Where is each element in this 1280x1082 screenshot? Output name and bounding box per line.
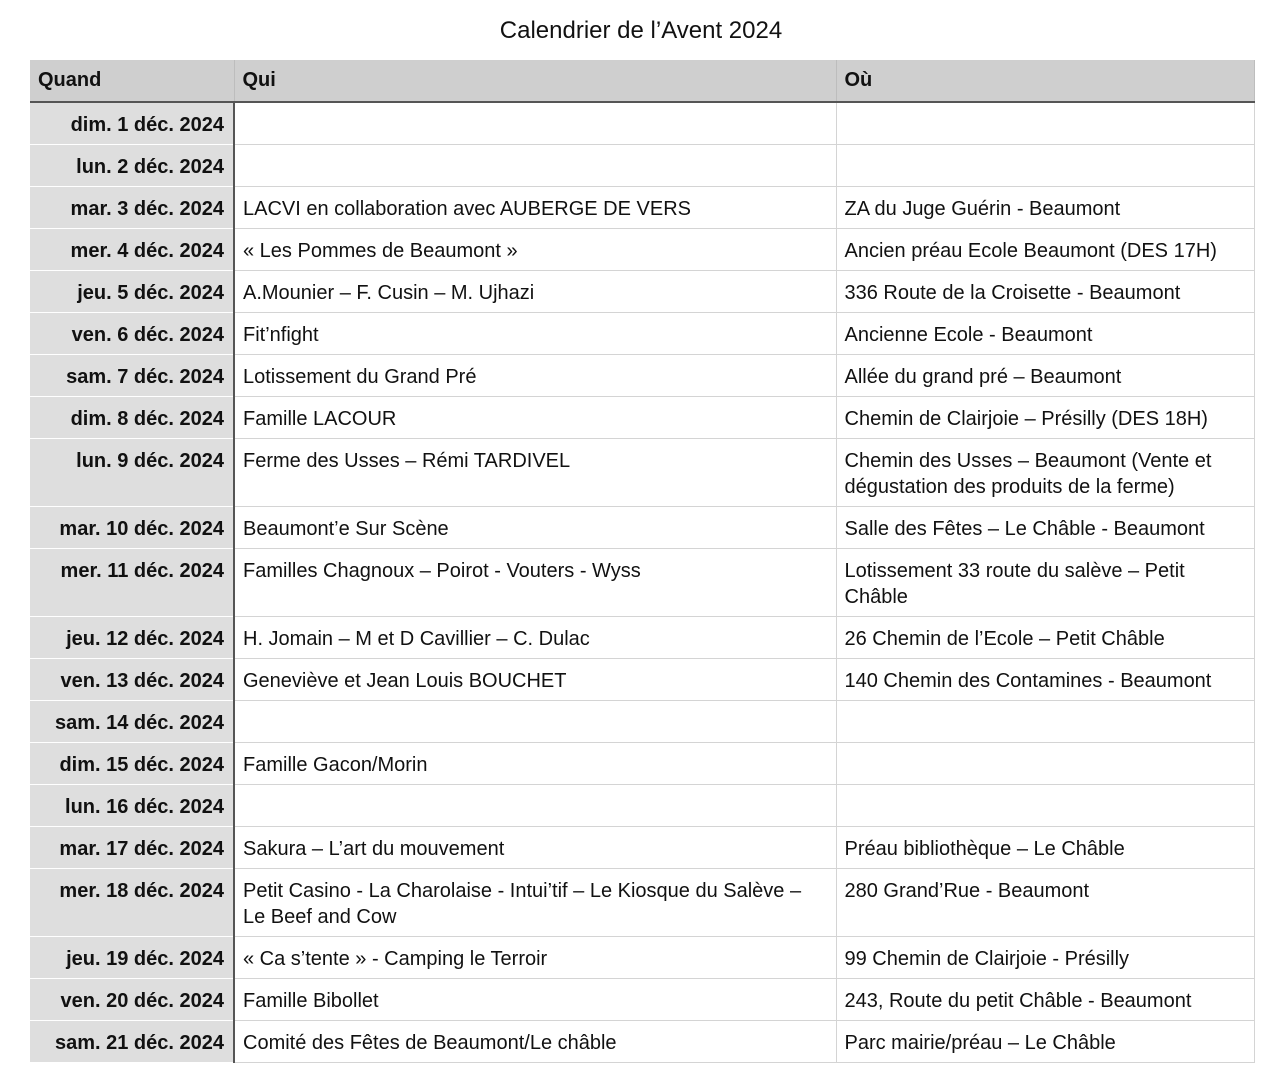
where-cell	[836, 355, 1254, 397]
who-cell: Geneviève et Jean Louis BOUCHET	[234, 659, 836, 701]
where-cell	[836, 869, 1254, 937]
where-cell	[836, 313, 1254, 355]
where-cell	[836, 659, 1254, 701]
table-row	[30, 271, 1254, 313]
where-cell	[836, 439, 1254, 507]
where-text: 336 Route de la Croisette - Beaumont	[844, 282, 1181, 304]
who-cell: « Ca s’tente » - Camping le Terroir	[234, 937, 836, 979]
who-cell: Petit Casino - La Charolaise - Intui’tif – Le Kiosque du Salève – Le Beef and Cow	[234, 869, 836, 937]
where-cell	[836, 102, 1254, 145]
who-cell: Famille LACOUR	[234, 397, 836, 439]
table-row	[30, 229, 1254, 271]
where-cell	[836, 187, 1254, 229]
where-text: 26 Chemin de l’Ecole – Petit Châble	[844, 628, 1165, 650]
where-text: 280 Grand’Rue - Beaumont	[844, 880, 1090, 902]
table-row	[30, 549, 1254, 617]
where-cell	[836, 549, 1254, 617]
date-cell: lun. 16 déc. 2024	[30, 785, 234, 827]
where-cell	[836, 229, 1254, 271]
date-cell: ven. 6 déc. 2024	[30, 313, 234, 355]
table-row	[30, 145, 1254, 187]
table-row	[30, 507, 1254, 549]
date-cell: sam. 14 déc. 2024	[30, 701, 234, 743]
header-when: Quand	[30, 60, 234, 102]
table-row	[30, 827, 1254, 869]
where-cell	[836, 979, 1254, 1021]
who-cell: Famille Gacon/Morin	[234, 743, 836, 785]
where-cell	[836, 743, 1254, 785]
who-cell: Familles Chagnoux – Poirot - Vouters - Wyss	[234, 549, 836, 617]
where-text: 243, Route du petit Châble - Beaumont	[844, 990, 1192, 1012]
who-cell: Sakura – L’art du mouvement	[234, 827, 836, 869]
table-row	[30, 187, 1254, 229]
where-cell	[836, 827, 1254, 869]
who-cell: LACVI en collaboration avec AUBERGE DE VERS	[234, 187, 836, 229]
where-text: Salle des Fêtes – Le Châble - Beaumont	[844, 518, 1205, 540]
who-cell: Comité des Fêtes de Beaumont/Le châble	[234, 1021, 836, 1063]
table-row	[30, 659, 1254, 701]
advent-calendar-table	[30, 60, 1255, 1063]
date-cell: ven. 13 déc. 2024	[30, 659, 234, 701]
table-row	[30, 701, 1254, 743]
where-cell	[836, 617, 1254, 659]
where-cell	[836, 1021, 1254, 1063]
date-cell: mar. 17 déc. 2024	[30, 827, 234, 869]
where-cell	[836, 507, 1254, 549]
who-cell: Beaumont’e Sur Scène	[234, 507, 836, 549]
table-row	[30, 397, 1254, 439]
where-text: Préau bibliothèque – Le Châble	[844, 838, 1125, 860]
who-cell: Famille Bibollet	[234, 979, 836, 1021]
where-text: 99 Chemin de Clairjoie - Présilly	[844, 948, 1130, 970]
who-cell: Ferme des Usses – Rémi TARDIVEL	[234, 439, 836, 507]
date-cell: mer. 18 déc. 2024	[30, 869, 234, 937]
who-cell: Lotissement du Grand Pré	[234, 355, 836, 397]
document-title: Calendrier de l’Avent 2024	[499, 17, 783, 44]
header-row	[30, 60, 1254, 102]
date-cell: sam. 21 déc. 2024	[30, 1021, 234, 1063]
who-cell	[234, 145, 836, 187]
table-row	[30, 743, 1254, 785]
where-note: (Vente et dégustation des produits de la ferme)	[844, 450, 1212, 498]
where-cell	[836, 145, 1254, 187]
table-row	[30, 439, 1254, 507]
who-cell: H. Jomain – M et D Cavillier – C. Dulac	[234, 617, 836, 659]
date-cell: mer. 4 déc. 2024	[30, 229, 234, 271]
table-row	[30, 102, 1254, 145]
date-cell: lun. 9 déc. 2024	[30, 439, 234, 507]
header-where: Où	[836, 60, 1254, 102]
date-cell: mar. 10 déc. 2024	[30, 507, 234, 549]
who-cell	[234, 102, 836, 145]
table-row	[30, 869, 1254, 937]
who-cell: « Les Pommes de Beaumont »	[234, 229, 836, 271]
where-text: Chemin de Clairjoie – Présilly (DES 18H)	[844, 408, 1208, 430]
date-cell: sam. 7 déc. 2024	[30, 355, 234, 397]
where-text: ZA du Juge Guérin - Beaumont	[844, 198, 1121, 220]
date-cell: jeu. 19 déc. 2024	[30, 937, 234, 979]
where-text: Lotissement 33 route du salève – Petit Châble	[844, 560, 1185, 608]
where-text: Ancien préau Ecole Beaumont (DES 17H)	[844, 240, 1217, 262]
where-cell	[836, 785, 1254, 827]
who-cell: A.Mounier – F. Cusin – M. Ujhazi	[234, 271, 836, 313]
date-cell: mer. 11 déc. 2024	[30, 549, 234, 617]
date-cell: ven. 20 déc. 2024	[30, 979, 234, 1021]
date-cell: lun. 2 déc. 2024	[30, 145, 234, 187]
date-cell: dim. 1 déc. 2024	[30, 102, 234, 145]
table-row	[30, 937, 1254, 979]
where-cell	[836, 937, 1254, 979]
where-cell	[836, 701, 1254, 743]
table-row	[30, 785, 1254, 827]
where-text: Ancienne Ecole - Beaumont	[844, 324, 1093, 346]
where-text: 140 Chemin des Contamines - Beaumont	[844, 670, 1212, 692]
where-cell	[836, 397, 1254, 439]
where-text: Parc mairie/préau – Le Châble	[844, 1032, 1116, 1054]
who-cell	[234, 701, 836, 743]
table-row	[30, 979, 1254, 1021]
table-row	[30, 355, 1254, 397]
table-row	[30, 617, 1254, 659]
who-cell: Fit’nfight	[234, 313, 836, 355]
date-cell: dim. 8 déc. 2024	[30, 397, 234, 439]
date-cell: jeu. 5 déc. 2024	[30, 271, 234, 313]
header-who: Qui	[234, 60, 836, 102]
where-text: Allée du grand pré – Beaumont	[844, 366, 1122, 388]
where-text: Chemin des Usses – Beaumont	[844, 450, 1132, 472]
date-cell: dim. 15 déc. 2024	[30, 743, 234, 785]
date-cell: jeu. 12 déc. 2024	[30, 617, 234, 659]
where-cell	[836, 271, 1254, 313]
table-row	[30, 313, 1254, 355]
date-cell: mar. 3 déc. 2024	[30, 187, 234, 229]
who-cell	[234, 785, 836, 827]
table-row	[30, 1021, 1254, 1063]
